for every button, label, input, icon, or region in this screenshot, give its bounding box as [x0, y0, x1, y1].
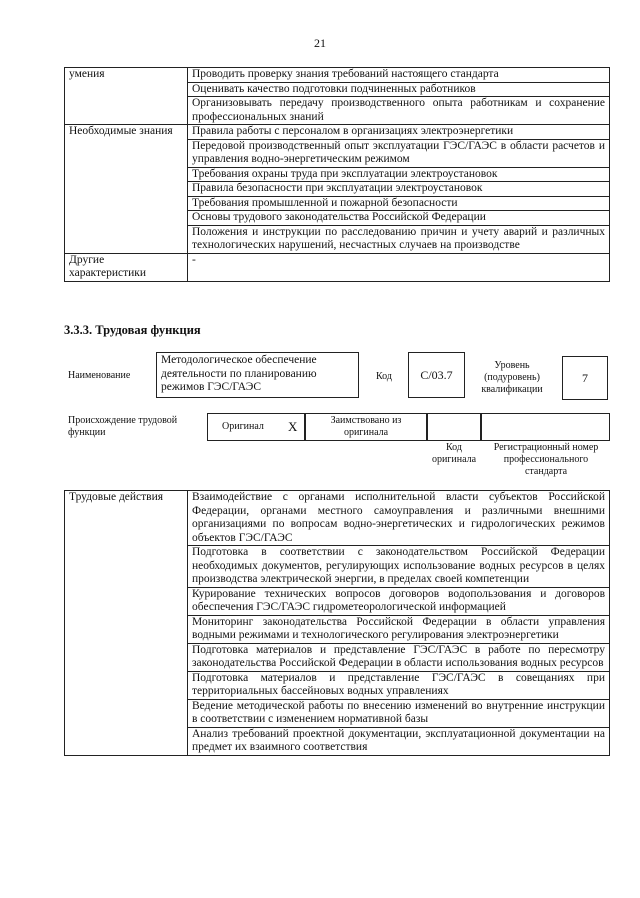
other-item: -	[188, 253, 610, 281]
row-label-knowledge: Необходимые знания	[65, 125, 188, 254]
original-label: Оригинал	[222, 421, 264, 432]
skill-item: Оценивать качество подготовки подчиненных работников	[188, 82, 610, 97]
function-name-value: Методологическое обеспечение деятельности по планированию режимов ГЭС/ГАЭС	[156, 352, 359, 398]
qualification-level-label: Уровень (подуровень) квалификации	[481, 360, 543, 395]
requirements-table	[64, 67, 610, 282]
row-label-skills: умения	[65, 68, 188, 125]
orig-code-label: Код оригинала	[431, 442, 477, 465]
skill-item: Проводить проверку знания требований настоящего стандарта	[188, 68, 610, 83]
action-item: Подготовка материалов и представление ГЭС/ГАЭС в совещаниях при территориальных бассейновых водных управлениях	[188, 671, 610, 699]
reg-number-cell	[481, 413, 610, 441]
page-number: 21	[314, 36, 326, 50]
origin-label: Происхождение трудовой функции	[68, 415, 178, 438]
knowledge-item: Основы трудового законодательства Российской Федерации	[188, 211, 610, 226]
reg-number-label: Регистрационный номер профессионального стандарта	[493, 442, 599, 477]
function-code-value: C/03.7	[408, 352, 465, 398]
section-title: 3.3.3. Трудовая функция	[64, 323, 201, 337]
knowledge-item: Правила работы с персоналом в организациях электроэнергетики	[188, 125, 610, 140]
table-row	[65, 491, 610, 546]
action-item: Ведение методической работы по внесению изменений во внутренние инструкции в соответствии с изменением нормативной базы	[188, 699, 610, 727]
code-label: Код	[376, 371, 392, 382]
knowledge-item: Положения и инструкции по расследованию причин и учету аварий и различных технологических нарушений, несчастных случаев на производстве	[188, 225, 610, 253]
skill-item: Организовывать передачу производственного опыта работникам и сохранение профессиональных знаний	[188, 97, 610, 125]
original-mark: X	[288, 419, 298, 434]
qualification-level-value: 7	[562, 356, 608, 400]
action-item: Курирование технических вопросов договоров водопользования и договоров обеспечения ГЭС/ГАЭС гидрометеорологической информацией	[188, 587, 610, 615]
name-label: Наименование	[68, 370, 131, 381]
knowledge-item: Передовой производственный опыт эксплуатации ГЭС/ГАЭС в области расчетов и управления водно-энергетическим режимом	[188, 139, 610, 167]
table-row	[65, 68, 610, 83]
action-item: Анализ требований проектной документации, эксплуатационной документации на предмет их взаимного соответствия	[188, 727, 610, 755]
action-item: Подготовка в соответствии с законодательством Российской Федерации необходимых документов, регулирующих использование водных ресурсов в целях производства электрической энергии, в пределах своей компетенции	[188, 546, 610, 588]
table-row	[65, 253, 610, 281]
action-item: Взаимодействие с органами исполнительной власти субъектов Российской Федерации, органами местного самоуправления и различными внешними организациями по вопросам водно-энергетических и гидрологических режимов объектов ГЭС/ГАЭС	[188, 491, 610, 546]
action-item: Мониторинг законодательства Российской Федерации в области управления водными режимами и технологического регулирования электроэнергетики	[188, 615, 610, 643]
table-row	[65, 125, 610, 140]
action-item: Подготовка материалов и представление ГЭС/ГАЭС в работе по пересмотру законодательства Российской Федерации в области использования водных ресурсов	[188, 643, 610, 671]
row-label-other: Другие характеристики	[65, 253, 188, 281]
knowledge-item: Правила безопасности при эксплуатации электроустановок	[188, 182, 610, 197]
borrowed-label: Заимствовано из оригинала	[330, 415, 402, 438]
labor-actions-label: Трудовые действия	[65, 491, 188, 756]
orig-code-cell	[427, 413, 481, 441]
labor-actions-table	[64, 490, 610, 756]
knowledge-item: Требования промышленной и пожарной безопасности	[188, 196, 610, 211]
knowledge-item: Требования охраны труда при эксплуатации электроустановок	[188, 167, 610, 182]
